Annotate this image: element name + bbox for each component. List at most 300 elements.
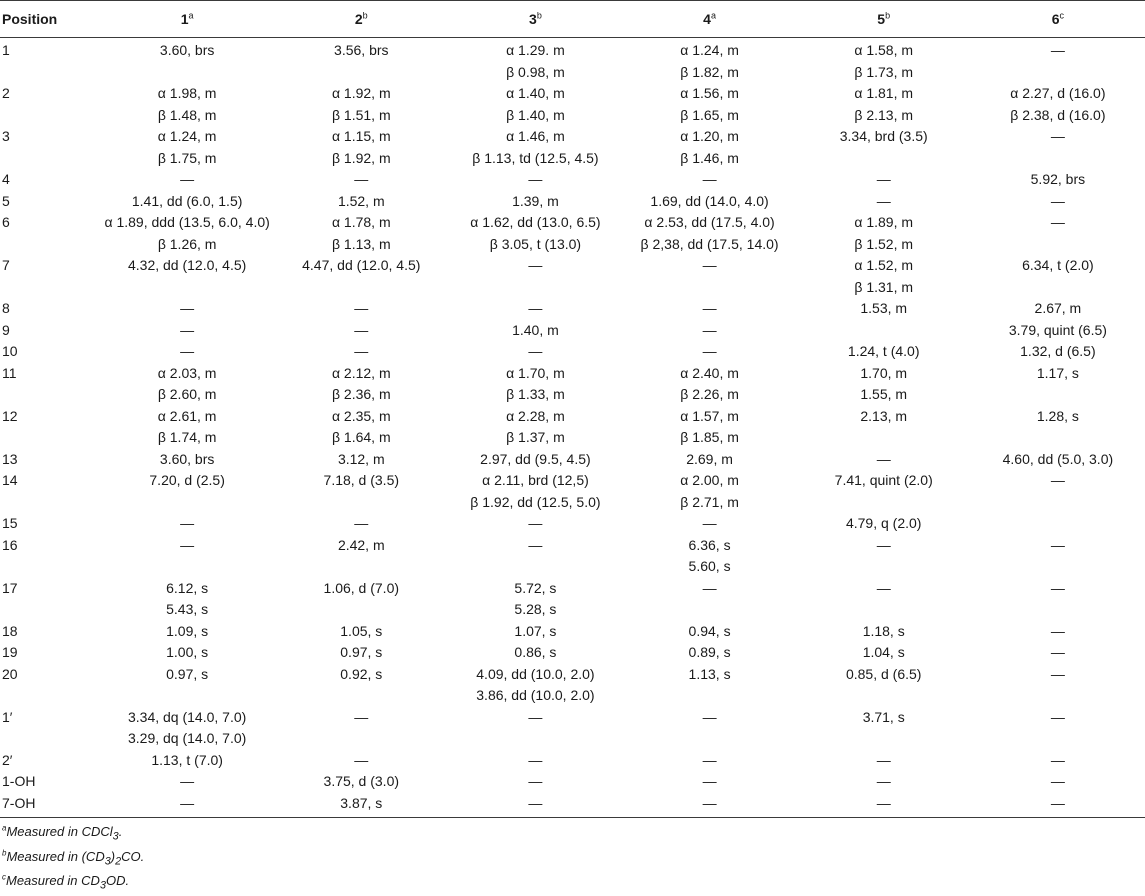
shift-value: — [702,708,717,725]
shift-cell [623,126,797,169]
shift-cell [274,83,448,126]
shift-cell [623,191,797,213]
shift-value: 1.28, s [1036,407,1079,424]
shift-value: α 1.52, m [854,257,914,273]
shift-value: 2.69, m [686,450,733,467]
shift-cell [623,212,797,255]
shift-cell [274,341,448,363]
shift-cell [448,406,622,449]
shift-value: 7.18, d (3.5) [323,472,400,488]
shift-cell [448,169,622,191]
shift-value: 2.97, dd (9.5, 4.5) [480,450,591,467]
shift-value: 7.20, d (2.5) [149,472,225,488]
shift-value: β 1.31, m [854,278,914,295]
shift-value: 1.40, m [512,321,559,338]
shift-value: 3.71, s [862,708,905,725]
shift-cell [448,255,622,298]
shift-value: — [876,536,891,553]
shift-value: — [876,450,891,467]
table-row [0,212,1145,255]
footnote-text: Measured in CDCl [6,824,113,839]
position-cell: 4 [2,171,10,187]
shift-value: β 1.48, m [157,106,217,123]
table-row [0,126,1145,169]
shift-value: α 2.53, dd (17.5, 4.0) [644,214,775,230]
shift-value: — [1050,773,1065,789]
shift-cell [623,298,797,320]
header-footnote-mark: b [362,10,368,21]
footnote-subscript: 2 [115,855,122,868]
shift-value: — [180,171,195,187]
shift-cell [100,578,274,621]
shift-cell [100,470,274,513]
shift-value: α 2.61, m [157,407,217,424]
shift-cell [100,83,274,126]
shift-cell [971,191,1145,213]
header-label: Position [2,11,58,27]
shift-value: 1.55, m [860,386,908,402]
shift-value: β 1.64, m [331,429,391,445]
shift-cell [623,513,797,535]
shift-value: β 1.51, m [331,106,391,123]
shift-cell [797,38,971,84]
footnote-text: ) [110,848,116,864]
shift-value: — [354,321,369,338]
shift-cell [448,191,622,213]
shift-cell [100,38,274,84]
shift-value: α 1.70, m [506,364,565,381]
shift-cell [623,750,797,772]
position-cell: 7 [2,257,10,273]
header-label: 4 [703,11,711,27]
shift-value: — [528,300,543,316]
shift-value: — [876,171,891,187]
shift-cell [797,470,971,513]
shift-value: 1.24, t (4.0) [847,343,920,359]
shift-cell [971,470,1145,513]
shift-value: β 2.38, d (16.0) [1010,106,1106,123]
footnote-text: . [118,824,123,839]
shift-value: α 1.89, m [854,214,914,230]
shift-cell [448,664,622,707]
shift-cell [100,363,274,406]
shift-cell [274,621,448,643]
shift-cell [797,578,971,621]
shift-value: α 1.20, m [680,128,739,144]
shift-cell [274,707,448,750]
shift-value: 1.52, m [337,192,385,209]
shift-cell [100,750,274,772]
shift-cell [274,449,448,471]
shift-value: β 2.36, m [331,386,391,402]
position-cell: 2′ [2,751,13,768]
shift-value: 1.00, s [166,644,209,660]
header-compound-5 [797,1,971,38]
shift-cell [971,621,1145,643]
shift-value: — [528,343,543,359]
position-cell: 20 [2,665,18,682]
shift-cell [448,535,622,578]
shift-value: α 2.40, m [680,364,739,381]
header-compound-4 [623,1,797,38]
shift-value: 5.72, s [514,579,557,596]
shift-value: 1.17, s [1036,364,1079,381]
shift-value: 1.07, s [514,622,557,639]
shift-value: — [702,751,717,768]
shift-value: — [180,773,195,789]
header-label: 6 [1051,11,1060,27]
position-cell: 13 [2,450,18,467]
shift-value: — [1050,579,1065,596]
position-cell: 1-OH [2,773,36,789]
header-label: 2 [354,11,363,27]
shift-cell [797,664,971,707]
shift-value: — [180,321,195,338]
shift-value: β 1.92, m [331,149,391,166]
shift-value: — [528,536,543,553]
shift-cell [274,406,448,449]
shift-value: β 1.73, m [854,63,914,80]
shift-value [797,320,971,342]
shift-cell [100,191,274,213]
header-compound-1 [100,1,274,38]
shift-cell [448,449,622,471]
shift-value: 0.97, s [340,644,383,660]
shift-cell [797,298,971,320]
shift-cell [448,320,622,342]
shift-cell [623,169,797,191]
shift-value: α 1.46, m [506,128,565,144]
shift-value: 1.41, dd (6.0, 1.5) [131,192,243,209]
shift-value: — [702,321,717,338]
shift-cell [971,535,1145,578]
shift-value: — [1050,192,1065,209]
shift-cell [797,83,971,126]
table-row [0,298,1145,320]
shift-value: β 1.33, m [506,386,565,402]
shift-value: 3.12, m [337,450,385,467]
shift-cell [448,578,622,621]
shift-value: β 1.92, dd (12.5, 5.0) [470,493,601,510]
header-compound-2 [274,1,448,38]
table-row [0,750,1145,772]
shift-value: β 1.74, m [157,429,217,445]
shift-value: β 1.26, m [157,235,217,252]
footnote-mark: c [2,872,6,882]
header-label: 3 [529,11,537,27]
shift-value: — [876,794,891,811]
position-cell: 6 [2,214,10,230]
shift-value: β 2.26, m [680,386,739,402]
shift-cell [274,320,448,342]
shift-value: 0.92, s [340,665,383,682]
shift-cell [797,191,971,213]
shift-cell [797,513,971,535]
table-row [0,621,1145,643]
shift-cell [623,793,797,818]
shift-value: — [1050,794,1065,811]
shift-value: 5.92, brs [1030,171,1086,187]
header-label: 1 [180,11,189,27]
shift-value: — [702,773,717,789]
table-row [0,83,1145,126]
table-row [0,513,1145,535]
table-row [0,341,1145,363]
shift-cell [623,707,797,750]
shift-value: — [1050,665,1065,682]
shift-value: α 1.24, m [157,128,217,144]
shift-cell [100,707,274,750]
footnote-subscript: 3 [99,879,106,892]
shift-cell [971,771,1145,793]
shift-value: 0.89, s [688,644,731,660]
shift-value: 1.70, m [860,364,908,381]
shift-value: 6.36, s [688,536,731,553]
shift-cell [274,664,448,707]
shift-cell [623,83,797,126]
shift-cell [971,126,1145,169]
header-footnote-mark: a [710,10,716,21]
position-cell: 2 [2,85,10,101]
shift-cell [448,642,622,664]
shift-cell [100,664,274,707]
shift-cell [448,793,622,818]
shift-value: — [702,515,717,531]
shift-cell [274,38,448,84]
position-cell: 9 [2,321,10,338]
shift-value: α 1.78, m [331,214,391,230]
shift-cell [100,169,274,191]
shift-value: 3.86, dd (10.0, 2.0) [476,687,595,703]
shift-cell [971,513,1145,535]
shift-value: β 1.13, m [331,235,391,252]
footnote-text: Measured in (CD [6,848,105,864]
shift-value: — [354,343,369,359]
shift-value: — [180,536,195,553]
table-row [0,169,1145,191]
shift-cell [623,406,797,449]
table-row [0,793,1145,818]
shift-cell [623,341,797,363]
shift-value: 3.75, d (3.0) [323,773,400,789]
position-cell: 5 [2,192,10,209]
shift-value: — [1050,42,1065,58]
shift-cell [623,771,797,793]
header-footnote-mark: b [885,10,891,21]
footnote-text: Measured in CD [6,873,100,889]
shift-cell [797,169,971,191]
shift-cell [797,793,971,818]
shift-value: 3.79, quint (6.5) [1008,321,1107,338]
shift-value: 1.13, s [688,665,731,682]
shift-cell [274,169,448,191]
shift-value: α 1.98, m [157,85,217,101]
shift-cell [971,707,1145,750]
shift-cell [100,126,274,169]
shift-value: — [1050,751,1065,768]
shift-value: — [702,300,717,316]
shift-value: 4.79, q (2.0) [845,515,922,531]
shift-value: β 1.82, m [680,63,739,80]
shift-cell [971,298,1145,320]
shift-value: — [528,257,543,273]
shift-cell [797,750,971,772]
shift-cell [274,255,448,298]
shift-value: 3.60, brs [159,450,215,467]
shift-value: α 2.00, m [680,472,739,488]
shift-value: β 0.98, m [506,63,565,80]
shift-value: 2.42, m [337,536,385,553]
shift-value: 6.12, s [166,579,209,596]
shift-value: α 1.29. m [506,42,565,58]
shift-value [971,513,1145,535]
shift-cell [971,320,1145,342]
shift-value: 4.47, dd (12.0, 4.5) [302,257,421,273]
shift-value: — [1050,622,1065,639]
shift-value: — [180,343,195,359]
footnote-a [0,822,1145,847]
shift-value: — [702,171,717,187]
shift-value: 3.34, dq (14.0, 7.0) [127,708,247,725]
shift-cell [623,535,797,578]
table-row [0,642,1145,664]
shift-cell [274,470,448,513]
table-row [0,38,1145,84]
shift-value: 0.94, s [688,622,731,639]
position-cell: 18 [2,622,18,639]
header-footnote-mark: b [536,10,542,21]
position-cell: 8 [2,300,10,316]
shift-cell [797,449,971,471]
shift-value: 3.60, brs [159,42,215,58]
shift-value: β 1.37, m [506,429,565,445]
shift-value: α 2.28, m [506,407,565,424]
header-compound-3 [448,1,622,38]
shift-cell [448,126,622,169]
shift-value: — [876,773,891,789]
position-cell: 12 [2,407,18,424]
shift-cell [274,578,448,621]
shift-value: 1.09, s [166,622,209,639]
shift-value: α 2.35, m [331,407,391,424]
shift-value: — [354,708,369,725]
position-cell: 3 [2,128,10,144]
shift-cell [971,83,1145,126]
shift-value: — [528,515,543,531]
shift-value: — [354,515,369,531]
shift-cell [623,578,797,621]
shift-value: — [528,794,543,811]
shift-value: — [702,794,717,811]
shift-value: — [354,300,369,316]
shift-cell [274,191,448,213]
shift-cell [971,212,1145,255]
shift-cell [274,298,448,320]
shift-value: — [528,773,543,789]
shift-value: α 1.89, ddd (13.5, 6.0, 4.0) [104,214,270,230]
shift-cell [448,363,622,406]
shift-cell [100,535,274,578]
shift-cell [623,642,797,664]
position-cell: 10 [2,343,18,359]
shift-cell [274,642,448,664]
footnote-subscript: 3 [112,830,119,843]
shift-value: — [528,751,543,768]
shift-value: — [180,515,195,531]
shift-cell [100,298,274,320]
shift-value: α 2.11, brd (12,5) [482,472,589,488]
position-cell: 19 [2,644,18,660]
footnote-text: OD. [105,873,130,889]
shift-cell [100,793,274,818]
shift-value: β 2.13, m [854,106,914,123]
shift-value: 0.97, s [166,665,209,682]
shift-cell [274,363,448,406]
shift-cell [448,771,622,793]
shift-cell [100,212,274,255]
shift-cell [797,621,971,643]
footnote-mark: b [2,848,7,858]
shift-cell [448,750,622,772]
shift-cell [971,255,1145,298]
shift-value: α 2.03, m [157,364,217,381]
shift-value: 5.28, s [514,601,557,617]
shift-cell [971,642,1145,664]
shift-cell [797,771,971,793]
shift-value: 0.85, d (6.5) [845,665,922,682]
shift-cell [100,406,274,449]
shift-value: — [354,171,369,187]
shift-value: 1.69, dd (14.0, 4.0) [650,192,769,209]
shift-value: 0.86, s [514,644,557,660]
shift-value: — [702,343,717,359]
shift-value: β 1.85, m [680,429,739,445]
shift-cell [797,212,971,255]
shift-value: β 1.65, m [680,106,739,123]
shift-value: α 1.62, dd (13.0, 6.5) [470,214,601,230]
header-label: 5 [877,11,886,27]
shift-value: 1.18, s [862,622,905,639]
shift-cell [971,793,1145,818]
header-footnote-mark: a [188,10,194,21]
shift-value: — [354,751,369,768]
shift-value: β 1.13, td (12.5, 4.5) [472,149,599,166]
shift-cell [100,320,274,342]
shift-value: — [702,257,717,273]
shift-value: — [876,751,891,768]
shift-cell [971,169,1145,191]
shift-cell [971,750,1145,772]
shift-cell [971,406,1145,449]
shift-value: β 3.05, t (13.0) [489,235,582,252]
shift-cell [274,793,448,818]
shift-value: α 1.24, m [680,42,739,58]
shift-value: β 2.60, m [157,386,217,402]
footnotes [0,818,1145,896]
shift-value: 3.56, brs [334,42,389,58]
shift-value: α 1.57, m [680,407,739,424]
shift-value: α 2.12, m [331,364,391,381]
shift-value: 3.29, dq (14.0, 7.0) [127,730,247,746]
shift-value: — [1050,214,1065,230]
shift-cell [623,255,797,298]
shift-cell [623,363,797,406]
shift-value: — [180,300,195,316]
table-row [0,449,1145,471]
shift-cell [274,513,448,535]
shift-value: 7.41, quint (2.0) [834,472,933,488]
shift-value: 5.60, s [688,558,731,574]
